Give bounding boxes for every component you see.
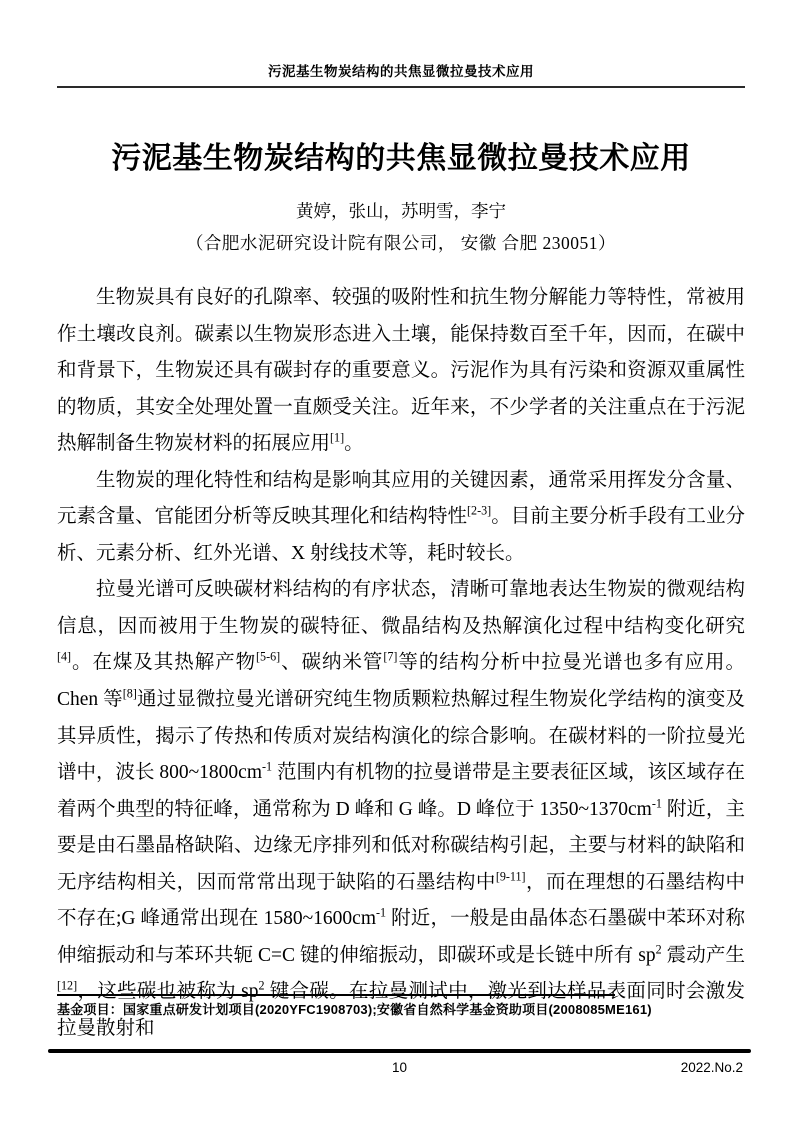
article-body xyxy=(57,280,745,1047)
body-paragraph-2: 生物炭的理化特性和结构是影响其应用的关键因素，通常采用挥发分含量、元素含量、官能团分析等反映其理化和结构特性[2-3]。目前主要分析手段有工业分析、元素分析、红外光谱、X 射线技术等，耗时较长。 xyxy=(57,469,745,564)
footnote-block xyxy=(57,994,745,1018)
funding-note: 基金项目：国家重点研发计划项目(2020YFC1908703);安徽省自然科学基金资助项目(2008085ME161) xyxy=(57,1002,652,1017)
running-header-title: 污泥基生物炭结构的共焦显微拉曼技术应用 xyxy=(268,64,534,79)
footer-rule xyxy=(48,1049,751,1053)
header-rule xyxy=(57,86,745,88)
page-content xyxy=(0,60,793,1047)
body-paragraph-1: 生物炭具有良好的孔隙率、较强的吸附性和抗生物分解能力等特性，常被用作土壤改良剂。碳素以生物炭形态进入土壤，能保持数百至千年，因而，在碳中和背景下，生物炭还具有碳封存的重要意义。污泥作为具有污染和资源双重属性的物质，其安全处理处置一直颇受关注。近年来，不少学者的关注重点在于污泥热解制备生物炭材料的拓展应用[1]。 xyxy=(57,287,745,455)
body-paragraph-3: 拉曼光谱可反映碳材料结构的有序状态，清晰可靠地表达生物炭的微观结构信息，因而被用于生物炭的碳特征、微晶结构及热解演化过程中结构变化研究[4]。在煤及其热解产物[5-6]、碳纳米管[7]等的结构分析中拉曼光谱也多有应用。Chen 等[8]通过显微拉曼光谱研究纯生物质颗粒热解过程生物炭化学结构的演变及其异质性，揭示了传热和传质对炭结构演化的综合影响。在碳材料的一阶拉曼光谱中，波长 $800\sim 1800cm^{-1}$ 范围内有机物的拉曼谱带是主要表征区域，该区域存在着两个典型的特征峰，通常称为 D 峰和 G 峰。D 峰位于 $1350\sim 1370cm^{-1}$ 附近，主要是由石墨晶格缺陷、边缘无序排列和低对称碳结构引起，主要与材料的缺陷和无序结构相关，因而常常出现于缺陷的石墨结构中[9-11]，而在理想的石墨结构中不存在;G 峰通常出现在 $1580\sim 1600cm^{-1}$ 附近，一般是由晶体态石墨碳中苯环对称伸缩振动和与苯环共轭 C=C 键的伸缩振动，即碳环或是长链中所有 $sp^2$ 震动产生[12]，这些碳也被称为 $sp^2$ 键合碳。在拉曼测试中，激光到达样品表面同时会激发拉曼散射和 xyxy=(57,579,745,1039)
footnote-rule xyxy=(57,994,615,996)
article-title: 污泥基生物炭结构的共焦显微拉曼技术应用 xyxy=(111,142,691,175)
footer-row xyxy=(48,1060,751,1075)
issue-label: 2022.No.2 xyxy=(680,1060,743,1075)
affiliation-line: （合肥水泥研究设计院有限公司， 安徽 合肥 230051） xyxy=(185,233,617,253)
page-footer xyxy=(48,1049,751,1075)
authors-line: 黄婷，张山，苏明雪，李宁 xyxy=(296,201,506,221)
page-number: 10 xyxy=(391,1060,408,1075)
